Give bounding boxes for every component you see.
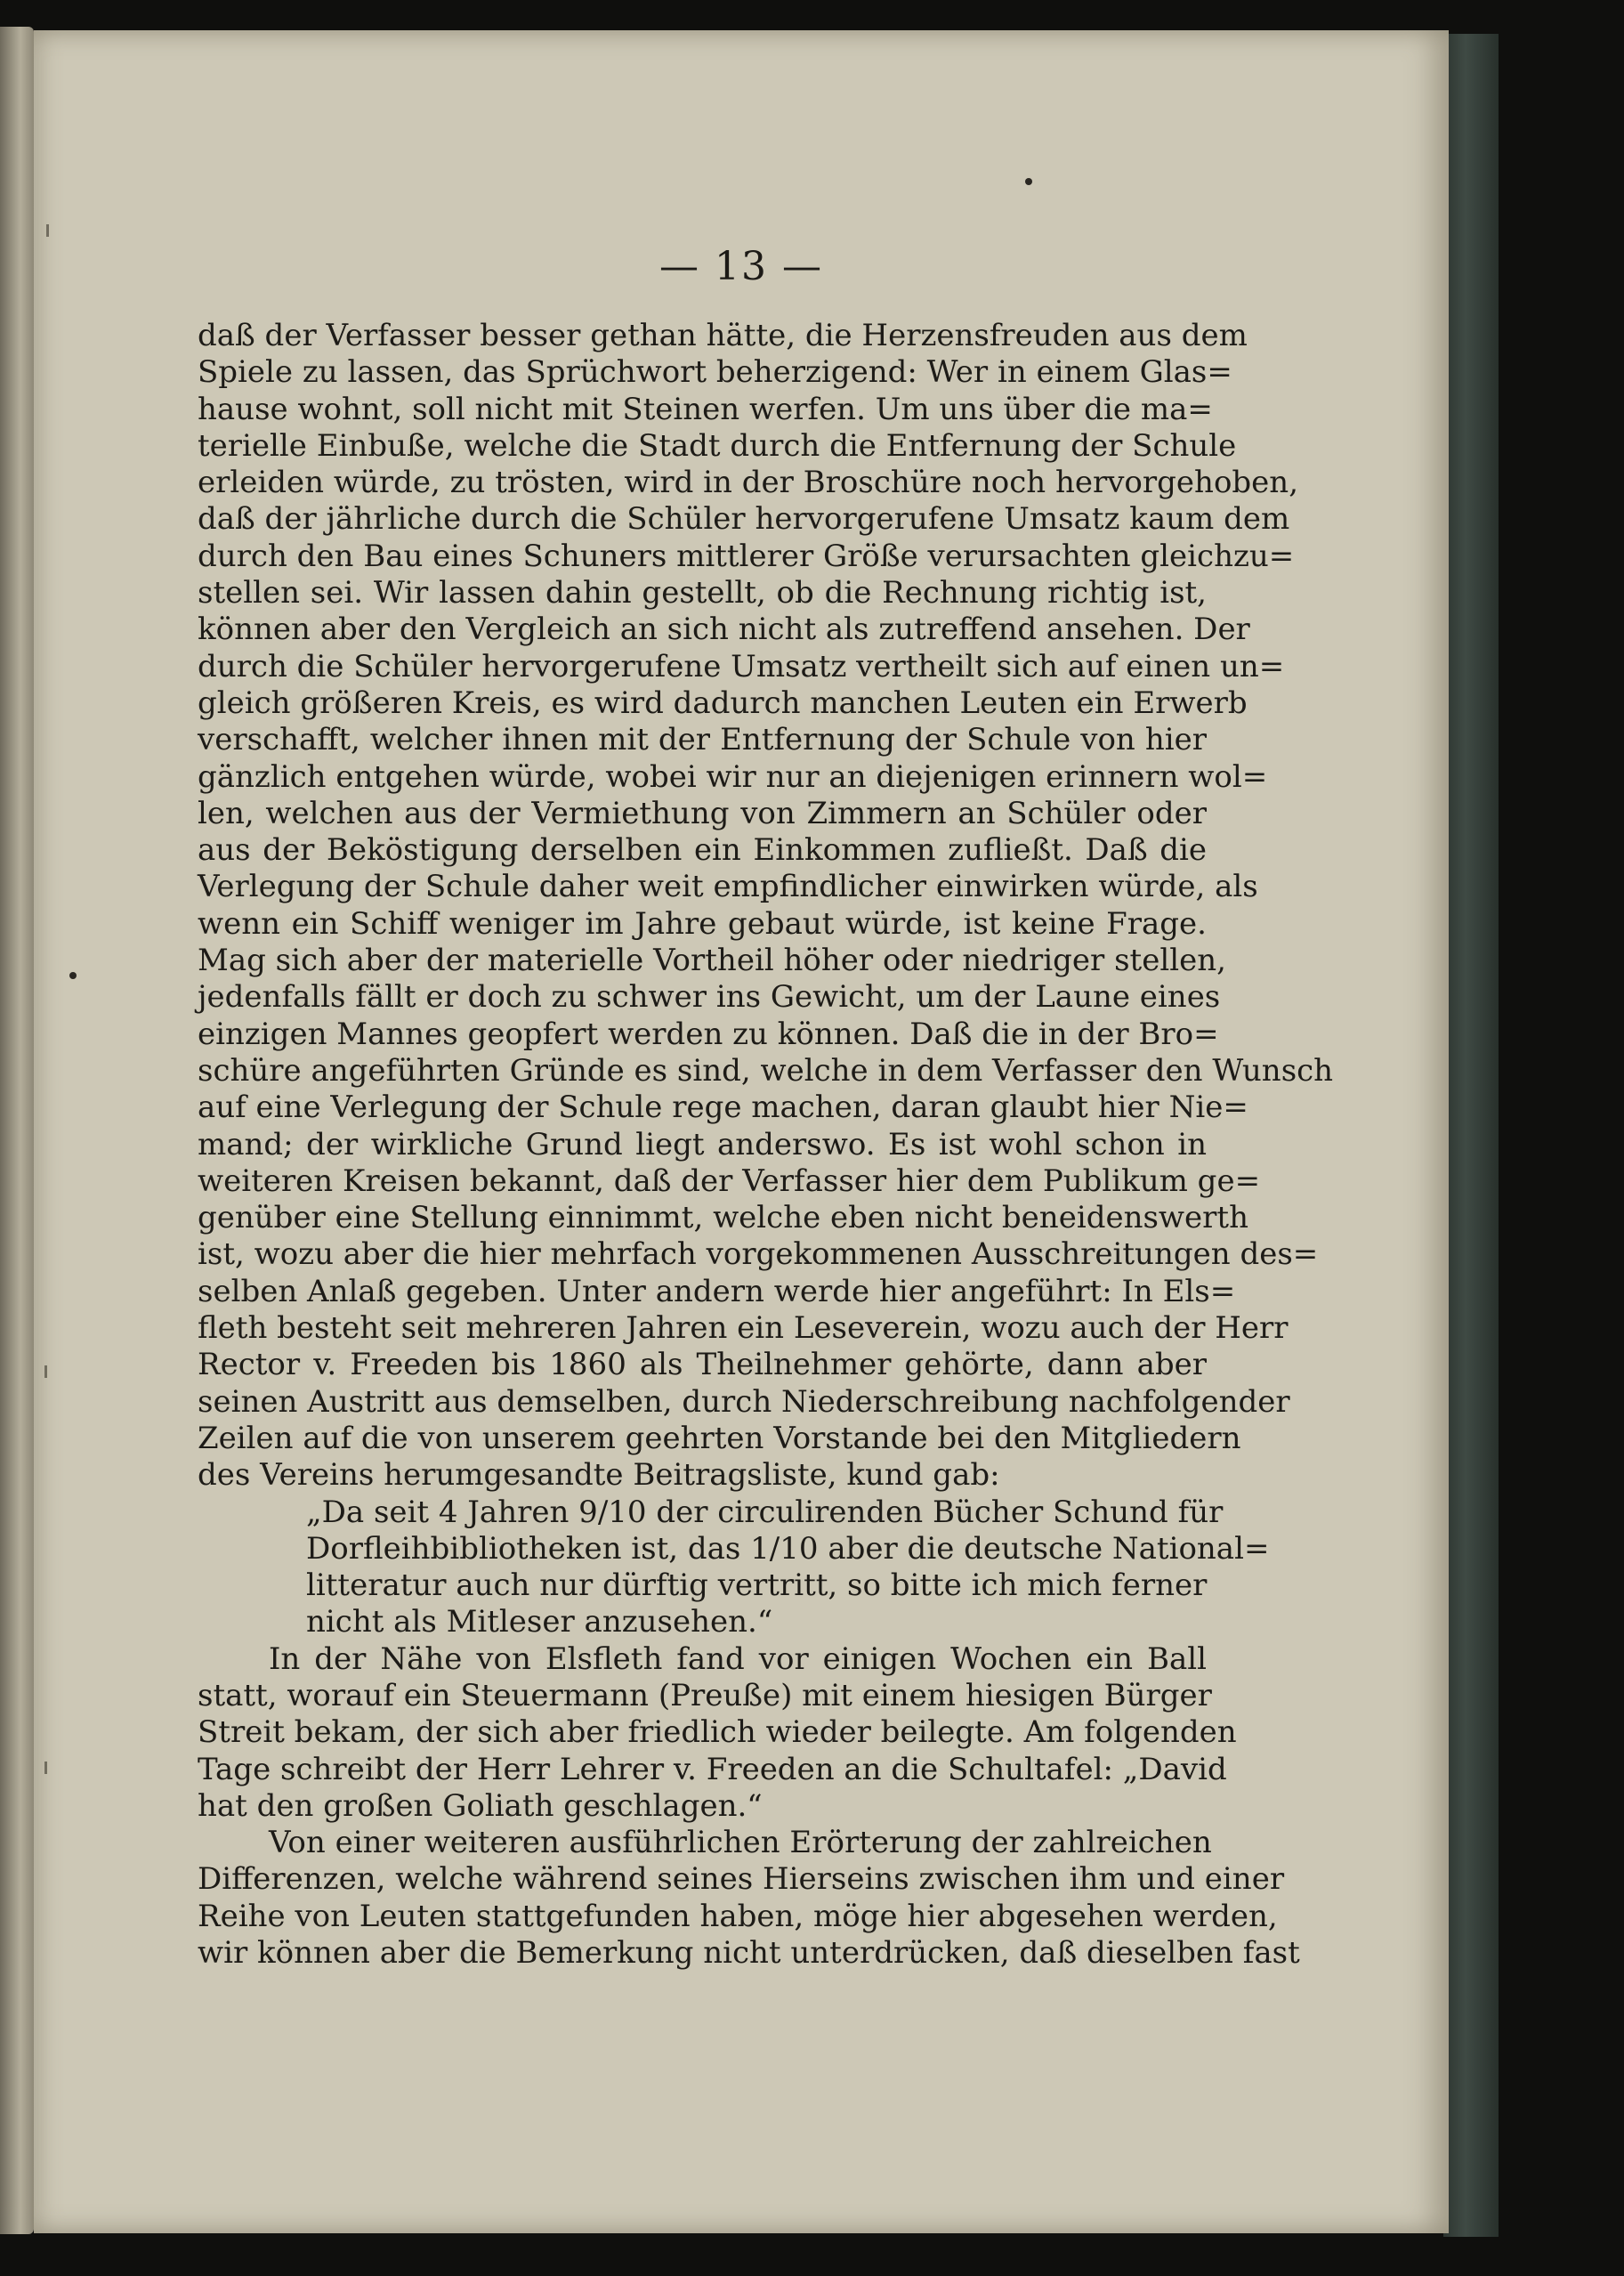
text-line: Spiele zu lassen, das Sprüchwort beherzigend: Wer in einem Glas= [198,354,1232,391]
quote-line: litteratur auch nur dürftig vertritt, so bitte ich mich ferner [306,1567,1208,1604]
text-line: gleich größeren Kreis, es wird dadurch manchen Leuten ein Erwerb [198,684,1248,721]
text-line: statt, worauf ein Steuermann (Preuße) mit einem hiesigen Bürger [198,1677,1212,1713]
text-line: ist, wozu aber die hier mehrfach vorgekommenen Ausschreitungen des= [198,1236,1319,1273]
text-line: daß der jährliche durch die Schüler hervorgerufene Umsatz kaum dem [198,501,1290,538]
text-line: Reihe von Leuten stattgefunden haben, möge hier abgesehen werden, [198,1898,1278,1934]
text-line: genüber eine Stellung einnimmt, welche eben nicht beneidenswerth [198,1200,1248,1236]
text-line: weiteren Kreisen bekannt, daß der Verfasser hier dem Publikum ge= [198,1162,1261,1199]
text-line: schüre angeführten Gründe es sind, welche in dem Verfasser den Wunsch [198,1052,1334,1089]
text-line: jedenfalls fällt er doch zu schwer ins Gewicht, um der Laune eines [198,979,1221,1016]
text-line: hause wohnt, soll nicht mit Steinen werfen. Um uns über die ma= [198,391,1213,427]
text-line: einzigen Mannes geopfert werden zu können. Daß die in der Bro= [198,1016,1219,1052]
text-line: Verlegung der Schule daher weit empfindlicher einwirken würde, als [198,869,1258,905]
text-line: durch die Schüler hervorgerufene Umsatz vertheilt sich auf einen un= [198,648,1285,684]
text-line: des Vereins herumgesandte Beitragsliste, kund gab: [198,1457,1000,1494]
text-line: mand; der wirkliche Grund liegt anderswo. Es ist wohl schon in [198,1126,1207,1162]
ink-spot [1025,178,1032,185]
text-line: Streit bekam, der sich aber friedlich wieder beilegte. Am folgenden [198,1714,1237,1751]
body-text [198,318,1334,1972]
text-line: Differenzen, welche während seines Hierseins zwischen ihm und einer [198,1861,1285,1898]
text-line: In der Nähe von Elsfleth fand vor einigen Wochen ein Ball [269,1640,1207,1677]
margin-mark [44,1365,47,1378]
text-line: selben Anlaß gegeben. Unter andern werde hier angeführt: In Els= [198,1273,1236,1309]
quote-line: nicht als Mitleser anzusehen.“ [306,1604,773,1640]
text-line: Von einer weiteren ausführlichen Erörterung der zahlreichen [269,1825,1212,1861]
quote-line: „Da seit 4 Jahren 9/10 der circulirenden Bücher Schund für [306,1494,1224,1530]
text-line: fleth besteht seit mehreren Jahren ein Leseverein, wozu auch der Herr [198,1310,1289,1347]
text-line: verschafft, welcher ihnen mit der Entfernung der Schule von hier [198,722,1207,758]
text-line: hat den großen Goliath geschlagen.“ [198,1787,763,1824]
text-line: auf eine Verlegung der Schule rege machen, daran glaubt hier Nie= [198,1089,1248,1126]
text-line: wir können aber die Bemerkung nicht unterdrücken, daß dieselben fast [198,1935,1300,1972]
text-line: seinen Austritt aus demselben, durch Niederschreibung nachfolgender [198,1383,1290,1420]
text-line: Mag sich aber der materielle Vortheil höher oder niedriger stellen, [198,943,1226,979]
text-line: können aber den Vergleich an sich nicht als zutreffend ansehen. Der [198,612,1250,648]
margin-mark [44,1762,47,1774]
text-line: erleiden würde, zu trösten, wird in der Broschüre noch hervorgehoben, [198,465,1298,501]
text-line: wenn ein Schiff weniger im Jahre gebaut würde, ist keine Frage. [198,905,1207,942]
text-line: stellen sei. Wir lassen dahin gestellt, ob die Rechnung richtig ist, [198,575,1207,612]
book-binding [1443,34,1499,2237]
text-line: terielle Einbuße, welche die Stadt durch die Entfernung der Schule [198,427,1237,464]
text-line: durch den Bau eines Schuners mittlerer Größe verursachten gleichzu= [198,538,1295,574]
text-line: Rector v. Freeden bis 1860 als Theilnehmer gehörte, dann aber [198,1347,1207,1383]
ink-spot [69,972,77,979]
quote-line: Dorfleihbibliotheken ist, das 1/10 aber die deutsche National= [306,1530,1270,1567]
text-line: aus der Beköstigung derselben ein Einkommen zufließt. Daß die [198,832,1207,869]
text-line: Zeilen auf die von unserem geehrten Vorstande bei den Mitgliedern [198,1420,1241,1456]
text-line: daß der Verfasser besser gethan hätte, die Herzensfreuden aus dem [198,318,1248,353]
facing-page-edge [0,27,34,2234]
margin-mark [46,224,49,237]
text-line: Tage schreibt der Herr Lehrer v. Freeden an die Schultafel: „David [198,1751,1227,1787]
text-line: gänzlich entgehen würde, wobei wir nur an diejenigen erinnern wol= [198,758,1268,795]
page-number: — 13 — [659,244,823,289]
text-line: len, welchen aus der Vermiethung von Zimmern an Schüler oder [198,795,1207,831]
